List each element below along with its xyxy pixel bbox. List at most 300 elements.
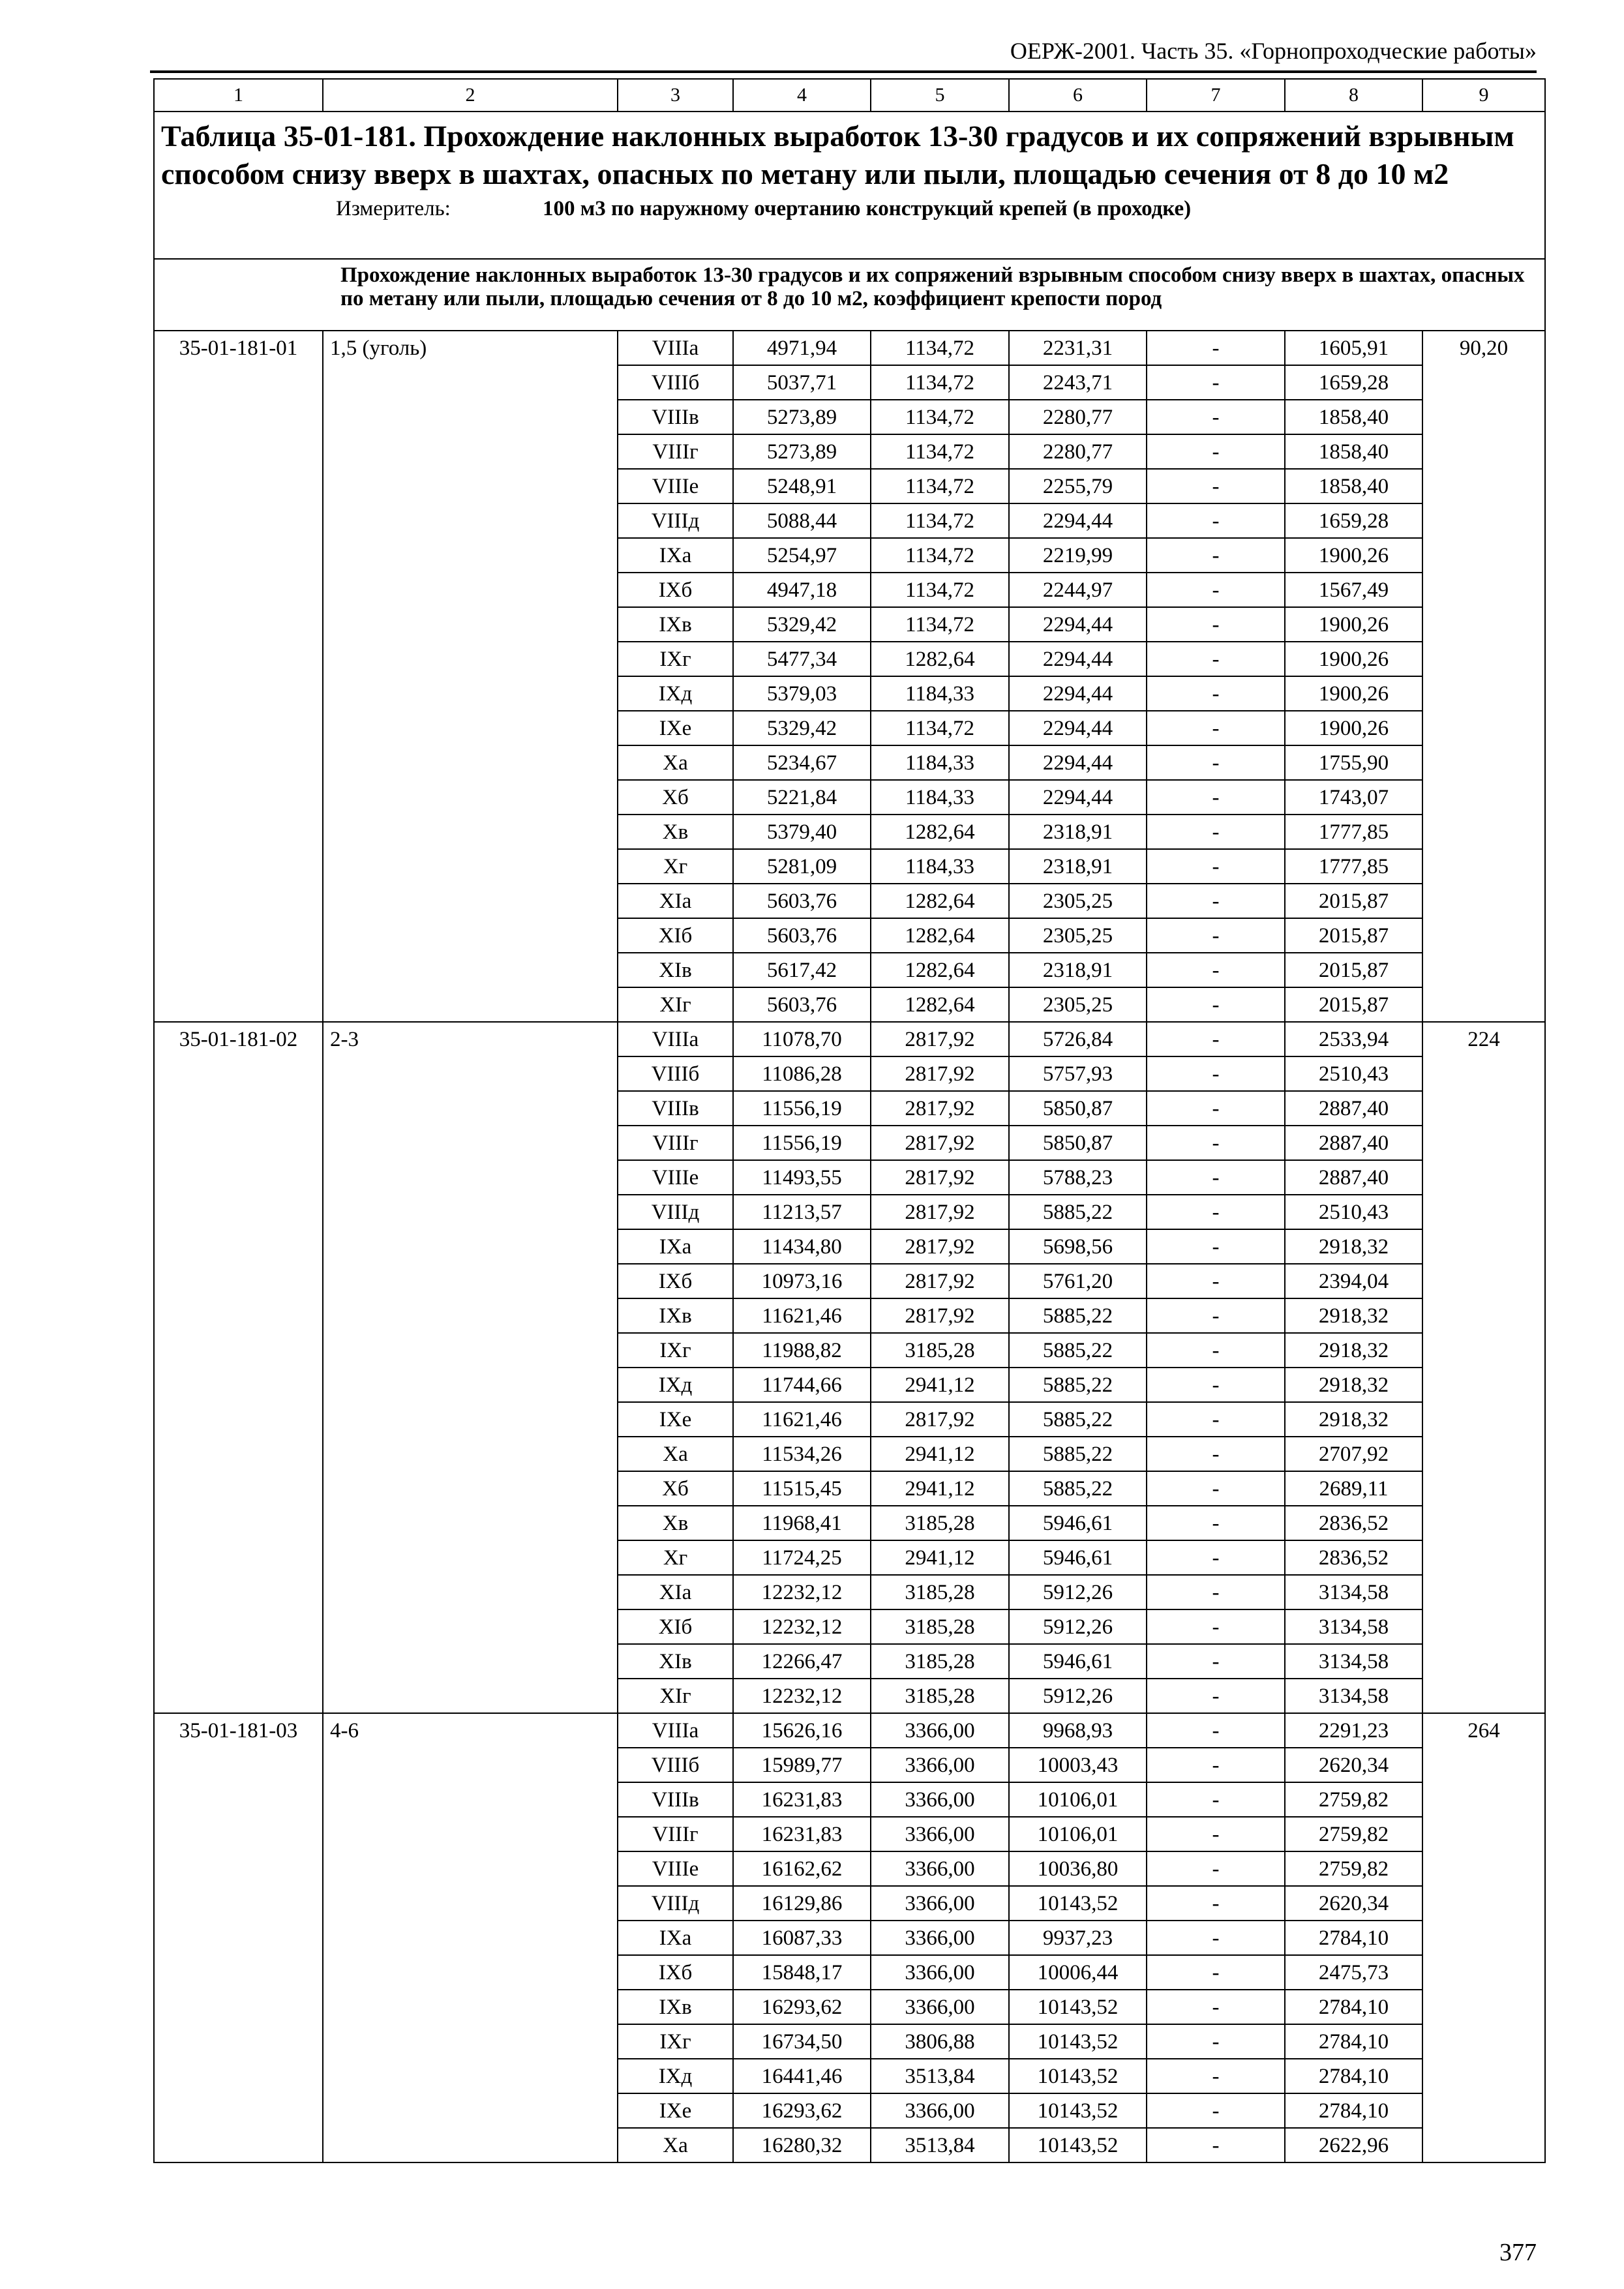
- value-cell: VIIIе: [618, 1160, 733, 1195]
- value-cell: 11086,28: [733, 1056, 871, 1091]
- value-cell: VIIIа: [618, 1713, 733, 1748]
- value-cell: 3134,58: [1285, 1609, 1422, 1644]
- value-cell: 2784,10: [1285, 2024, 1422, 2059]
- value-cell: IXб: [618, 1955, 733, 1990]
- value-cell: -: [1147, 1368, 1285, 1402]
- value-cell: 2394,04: [1285, 1264, 1422, 1298]
- value-cell: IXа: [618, 1921, 733, 1955]
- value-cell: 3185,28: [871, 1506, 1009, 1540]
- value-cell: 2784,10: [1285, 2059, 1422, 2093]
- value-cell: 11078,70: [733, 1022, 871, 1056]
- value-cell: VIIIд: [618, 1195, 733, 1229]
- value-cell: 5221,84: [733, 780, 871, 815]
- value-cell: 16231,83: [733, 1782, 871, 1817]
- value-cell: 5885,22: [1009, 1471, 1147, 1506]
- value-cell: VIIIб: [618, 1748, 733, 1782]
- value-cell: 16293,62: [733, 2093, 871, 2128]
- value-cell: -: [1147, 331, 1285, 365]
- value-cell: 10143,52: [1009, 1886, 1147, 1921]
- value-cell: 12232,12: [733, 1609, 871, 1644]
- value-cell: 3806,88: [871, 2024, 1009, 2059]
- value-cell: 1134,72: [871, 400, 1009, 434]
- value-cell: 1134,72: [871, 503, 1009, 538]
- value-cell: 2817,92: [871, 1022, 1009, 1056]
- value-cell: 3185,28: [871, 1575, 1009, 1609]
- running-header: ОЕРЖ-2001. Часть 35. «Горнопроходческие работы»: [1010, 38, 1537, 64]
- value-cell: 5946,61: [1009, 1644, 1147, 1679]
- value-cell: 4971,94: [733, 331, 871, 365]
- value-cell: IXв: [618, 1298, 733, 1333]
- value-cell: XIг: [618, 987, 733, 1022]
- value-cell: 15848,17: [733, 1955, 871, 1990]
- value-cell: 16293,62: [733, 1990, 871, 2024]
- value-cell: 2817,92: [871, 1091, 1009, 1126]
- value-cell: -: [1147, 538, 1285, 573]
- value-cell: 5234,67: [733, 745, 871, 780]
- value-cell: 10106,01: [1009, 1817, 1147, 1851]
- value-cell: -: [1147, 400, 1285, 434]
- value-cell: 5885,22: [1009, 1333, 1147, 1368]
- column-number-cell: 2: [323, 79, 618, 112]
- value-cell: -: [1147, 1264, 1285, 1298]
- value-cell: Xа: [618, 1437, 733, 1471]
- value-cell: XIв: [618, 1644, 733, 1679]
- value-cell: 1858,40: [1285, 400, 1422, 434]
- value-cell: 2255,79: [1009, 469, 1147, 503]
- labor-cost: 90,20: [1422, 331, 1545, 1022]
- value-cell: VIIIв: [618, 400, 733, 434]
- value-cell: 2941,12: [871, 1471, 1009, 1506]
- value-cell: 2318,91: [1009, 849, 1147, 884]
- value-cell: 2759,82: [1285, 1782, 1422, 1817]
- value-cell: 3185,28: [871, 1333, 1009, 1368]
- table-row: [154, 331, 1545, 365]
- column-number-cell: 9: [1422, 79, 1545, 112]
- value-cell: -: [1147, 711, 1285, 745]
- value-cell: 3366,00: [871, 1782, 1009, 1817]
- value-cell: 2784,10: [1285, 2093, 1422, 2128]
- table-row: [154, 1713, 1545, 1748]
- value-cell: 2887,40: [1285, 1126, 1422, 1160]
- rates-table: [153, 78, 1546, 2163]
- value-cell: 2294,44: [1009, 745, 1147, 780]
- value-cell: 1282,64: [871, 987, 1009, 1022]
- value-cell: 2015,87: [1285, 953, 1422, 987]
- value-cell: 2244,97: [1009, 573, 1147, 607]
- value-cell: 2620,34: [1285, 1748, 1422, 1782]
- value-cell: 5329,42: [733, 607, 871, 642]
- value-cell: 1134,72: [871, 607, 1009, 642]
- value-cell: -: [1147, 1851, 1285, 1886]
- value-cell: VIIIг: [618, 1817, 733, 1851]
- value-cell: -: [1147, 918, 1285, 953]
- title-row: [154, 112, 1545, 259]
- value-cell: 1900,26: [1285, 642, 1422, 676]
- value-cell: 12266,47: [733, 1644, 871, 1679]
- value-cell: 10973,16: [733, 1264, 871, 1298]
- rock-hardness: 4-6: [323, 1713, 618, 2162]
- value-cell: 3185,28: [871, 1644, 1009, 1679]
- value-cell: 3366,00: [871, 1990, 1009, 2024]
- value-cell: 9937,23: [1009, 1921, 1147, 1955]
- value-cell: 2620,34: [1285, 1886, 1422, 1921]
- value-cell: 5885,22: [1009, 1402, 1147, 1437]
- value-cell: 1777,85: [1285, 815, 1422, 849]
- value-cell: -: [1147, 953, 1285, 987]
- value-cell: 2817,92: [871, 1298, 1009, 1333]
- value-cell: 5329,42: [733, 711, 871, 745]
- value-cell: 15626,16: [733, 1713, 871, 1748]
- column-number-row: [154, 79, 1545, 112]
- value-cell: IXе: [618, 2093, 733, 2128]
- value-cell: VIIIд: [618, 1886, 733, 1921]
- value-cell: 1134,72: [871, 434, 1009, 469]
- value-cell: 5788,23: [1009, 1160, 1147, 1195]
- value-cell: -: [1147, 1229, 1285, 1264]
- value-cell: 3366,00: [871, 1748, 1009, 1782]
- value-cell: 1134,72: [871, 573, 1009, 607]
- value-cell: IXе: [618, 1402, 733, 1437]
- value-cell: 5885,22: [1009, 1368, 1147, 1402]
- value-cell: 12232,12: [733, 1575, 871, 1609]
- value-cell: 16231,83: [733, 1817, 871, 1851]
- value-cell: 2817,92: [871, 1126, 1009, 1160]
- value-cell: 2622,96: [1285, 2128, 1422, 2162]
- value-cell: VIIIе: [618, 1851, 733, 1886]
- value-cell: -: [1147, 1022, 1285, 1056]
- rock-hardness: 1,5 (уголь): [323, 331, 618, 1022]
- value-cell: 4947,18: [733, 573, 871, 607]
- value-cell: 1900,26: [1285, 676, 1422, 711]
- value-cell: 5885,22: [1009, 1298, 1147, 1333]
- value-cell: Xб: [618, 1471, 733, 1506]
- value-cell: VIIIг: [618, 434, 733, 469]
- value-cell: 2941,12: [871, 1368, 1009, 1402]
- measure-value: 100 м3 по наружному очертанию конструкций крепей (в проходке): [543, 197, 1192, 220]
- value-cell: -: [1147, 676, 1285, 711]
- value-cell: 3513,84: [871, 2128, 1009, 2162]
- value-cell: -: [1147, 1817, 1285, 1851]
- value-cell: 1777,85: [1285, 849, 1422, 884]
- value-cell: 2918,32: [1285, 1229, 1422, 1264]
- value-cell: 1184,33: [871, 745, 1009, 780]
- value-cell: 2280,77: [1009, 434, 1147, 469]
- value-cell: -: [1147, 1471, 1285, 1506]
- value-cell: -: [1147, 1955, 1285, 1990]
- value-cell: 1900,26: [1285, 711, 1422, 745]
- value-cell: VIIIд: [618, 503, 733, 538]
- value-cell: 2817,92: [871, 1229, 1009, 1264]
- value-cell: 2015,87: [1285, 884, 1422, 918]
- value-cell: 1184,33: [871, 676, 1009, 711]
- value-cell: 3134,58: [1285, 1575, 1422, 1609]
- value-cell: 2918,32: [1285, 1402, 1422, 1437]
- value-cell: Xб: [618, 780, 733, 815]
- value-cell: 1134,72: [871, 365, 1009, 400]
- value-cell: -: [1147, 607, 1285, 642]
- column-number-cell: 4: [733, 79, 871, 112]
- value-cell: 11621,46: [733, 1402, 871, 1437]
- value-cell: -: [1147, 2128, 1285, 2162]
- value-cell: 1134,72: [871, 331, 1009, 365]
- value-cell: 2836,52: [1285, 1506, 1422, 1540]
- value-cell: 2817,92: [871, 1056, 1009, 1091]
- value-cell: 9968,93: [1009, 1713, 1147, 1748]
- value-cell: 1282,64: [871, 815, 1009, 849]
- value-cell: 11213,57: [733, 1195, 871, 1229]
- value-cell: 5757,93: [1009, 1056, 1147, 1091]
- value-cell: -: [1147, 1782, 1285, 1817]
- value-cell: -: [1147, 1160, 1285, 1195]
- value-cell: 2305,25: [1009, 884, 1147, 918]
- value-cell: 5885,22: [1009, 1437, 1147, 1471]
- value-cell: IXв: [618, 607, 733, 642]
- value-cell: -: [1147, 503, 1285, 538]
- value-cell: 3366,00: [871, 1921, 1009, 1955]
- value-cell: -: [1147, 1437, 1285, 1471]
- value-cell: XIа: [618, 884, 733, 918]
- value-cell: 2836,52: [1285, 1540, 1422, 1575]
- value-cell: 11534,26: [733, 1437, 871, 1471]
- value-cell: 2941,12: [871, 1540, 1009, 1575]
- value-cell: 3366,00: [871, 1713, 1009, 1748]
- value-cell: VIIIе: [618, 469, 733, 503]
- value-cell: 5946,61: [1009, 1540, 1147, 1575]
- value-cell: -: [1147, 1886, 1285, 1921]
- value-cell: 2015,87: [1285, 987, 1422, 1022]
- value-cell: VIIIв: [618, 1782, 733, 1817]
- value-cell: 10143,52: [1009, 2128, 1147, 2162]
- value-cell: 16087,33: [733, 1921, 871, 1955]
- value-cell: 1659,28: [1285, 365, 1422, 400]
- value-cell: 5254,97: [733, 538, 871, 573]
- value-cell: 2887,40: [1285, 1091, 1422, 1126]
- value-cell: 10106,01: [1009, 1782, 1147, 1817]
- value-cell: 5603,76: [733, 987, 871, 1022]
- page-number: 377: [1499, 2239, 1537, 2266]
- value-cell: 2294,44: [1009, 642, 1147, 676]
- value-cell: -: [1147, 1195, 1285, 1229]
- value-cell: 2759,82: [1285, 1851, 1422, 1886]
- section-heading: Прохождение наклонных выработок 13-30 градусов и их сопряжений взрывным способом снизу вверх в шахтах, опасных по метану или пыли, площадью сечения от 8 до 10 м2, коэффициент крепости пород: [154, 259, 1545, 331]
- value-cell: -: [1147, 1402, 1285, 1437]
- value-cell: -: [1147, 1575, 1285, 1609]
- value-cell: 2817,92: [871, 1195, 1009, 1229]
- value-cell: 2784,10: [1285, 1921, 1422, 1955]
- value-cell: 2817,92: [871, 1160, 1009, 1195]
- value-cell: -: [1147, 1091, 1285, 1126]
- value-cell: -: [1147, 815, 1285, 849]
- value-cell: -: [1147, 2024, 1285, 2059]
- value-cell: IXб: [618, 1264, 733, 1298]
- value-cell: 2918,32: [1285, 1368, 1422, 1402]
- rate-code: 35-01-181-01: [154, 331, 323, 1022]
- value-cell: 2015,87: [1285, 918, 1422, 953]
- value-cell: 1755,90: [1285, 745, 1422, 780]
- measure-line: [161, 197, 1538, 220]
- value-cell: 11515,45: [733, 1471, 871, 1506]
- value-cell: 1184,33: [871, 780, 1009, 815]
- value-cell: -: [1147, 1713, 1285, 1748]
- value-cell: VIIIб: [618, 365, 733, 400]
- value-cell: 2759,82: [1285, 1817, 1422, 1851]
- value-cell: 16129,86: [733, 1886, 871, 1921]
- value-cell: Xа: [618, 745, 733, 780]
- value-cell: IXв: [618, 1990, 733, 2024]
- value-cell: IXд: [618, 1368, 733, 1402]
- value-cell: 10003,43: [1009, 1748, 1147, 1782]
- rate-code: 35-01-181-02: [154, 1022, 323, 1713]
- value-cell: VIIIг: [618, 1126, 733, 1160]
- value-cell: 2707,92: [1285, 1437, 1422, 1471]
- value-cell: 5379,40: [733, 815, 871, 849]
- value-cell: 2689,11: [1285, 1471, 1422, 1506]
- value-cell: 5379,03: [733, 676, 871, 711]
- value-cell: 10036,80: [1009, 1851, 1147, 1886]
- column-number-cell: 5: [871, 79, 1009, 112]
- measure-label: Измеритель:: [336, 197, 451, 220]
- column-number-cell: 1: [154, 79, 323, 112]
- value-cell: -: [1147, 1609, 1285, 1644]
- value-cell: -: [1147, 780, 1285, 815]
- rate-code: 35-01-181-03: [154, 1713, 323, 2162]
- value-cell: 2231,31: [1009, 331, 1147, 365]
- value-cell: 3366,00: [871, 1851, 1009, 1886]
- value-cell: 16441,46: [733, 2059, 871, 2093]
- value-cell: IXг: [618, 642, 733, 676]
- value-cell: 5273,89: [733, 400, 871, 434]
- value-cell: 5477,34: [733, 642, 871, 676]
- value-cell: 11556,19: [733, 1091, 871, 1126]
- value-cell: IXд: [618, 2059, 733, 2093]
- value-cell: 2280,77: [1009, 400, 1147, 434]
- value-cell: 11968,41: [733, 1506, 871, 1540]
- value-cell: 2318,91: [1009, 953, 1147, 987]
- value-cell: 2291,23: [1285, 1713, 1422, 1748]
- value-cell: 1282,64: [871, 642, 1009, 676]
- value-cell: 1134,72: [871, 538, 1009, 573]
- value-cell: XIб: [618, 1609, 733, 1644]
- value-cell: 1184,33: [871, 849, 1009, 884]
- value-cell: 2475,73: [1285, 1955, 1422, 1990]
- value-cell: 11724,25: [733, 1540, 871, 1575]
- value-cell: 16162,62: [733, 1851, 871, 1886]
- value-cell: 10143,52: [1009, 2059, 1147, 2093]
- value-cell: 2305,25: [1009, 918, 1147, 953]
- value-cell: -: [1147, 884, 1285, 918]
- value-cell: -: [1147, 745, 1285, 780]
- value-cell: 5726,84: [1009, 1022, 1147, 1056]
- value-cell: -: [1147, 1126, 1285, 1160]
- value-cell: 1659,28: [1285, 503, 1422, 538]
- value-cell: 1858,40: [1285, 434, 1422, 469]
- labor-cost: 264: [1422, 1713, 1545, 2162]
- value-cell: IXг: [618, 1333, 733, 1368]
- value-cell: 2294,44: [1009, 607, 1147, 642]
- value-cell: 3366,00: [871, 1886, 1009, 1921]
- value-cell: 1900,26: [1285, 607, 1422, 642]
- value-cell: 2294,44: [1009, 780, 1147, 815]
- value-cell: 2510,43: [1285, 1195, 1422, 1229]
- value-cell: 10143,52: [1009, 2093, 1147, 2128]
- value-cell: IXа: [618, 538, 733, 573]
- value-cell: 1134,72: [871, 711, 1009, 745]
- value-cell: VIIIа: [618, 331, 733, 365]
- value-cell: 2941,12: [871, 1437, 1009, 1471]
- value-cell: -: [1147, 642, 1285, 676]
- value-cell: 11434,80: [733, 1229, 871, 1264]
- value-cell: IXб: [618, 573, 733, 607]
- title-cell: [154, 112, 1545, 259]
- value-cell: XIа: [618, 1575, 733, 1609]
- value-cell: 5912,26: [1009, 1575, 1147, 1609]
- labor-cost: 224: [1422, 1022, 1545, 1713]
- value-cell: 1858,40: [1285, 469, 1422, 503]
- value-cell: IXд: [618, 676, 733, 711]
- value-cell: 16280,32: [733, 2128, 871, 2162]
- value-cell: 2294,44: [1009, 676, 1147, 711]
- value-cell: 11744,66: [733, 1368, 871, 1402]
- value-cell: -: [1147, 1679, 1285, 1713]
- value-cell: 2817,92: [871, 1402, 1009, 1437]
- value-cell: 5088,44: [733, 503, 871, 538]
- table-title: Таблица 35-01-181. Прохождение наклонных выработок 13-30 градусов и их сопряжений взрывным способом снизу вверх в шахтах, опасных по метану или пыли, площадью сечения от 8 до 10 м2: [161, 119, 1514, 190]
- value-cell: 1900,26: [1285, 538, 1422, 573]
- value-cell: VIIIа: [618, 1022, 733, 1056]
- value-cell: -: [1147, 1506, 1285, 1540]
- value-cell: 2318,91: [1009, 815, 1147, 849]
- value-cell: -: [1147, 987, 1285, 1022]
- value-cell: 3366,00: [871, 2093, 1009, 2128]
- value-cell: Xв: [618, 815, 733, 849]
- value-cell: 5603,76: [733, 918, 871, 953]
- value-cell: Xа: [618, 2128, 733, 2162]
- value-cell: -: [1147, 1921, 1285, 1955]
- value-cell: 10143,52: [1009, 1990, 1147, 2024]
- value-cell: -: [1147, 1748, 1285, 1782]
- value-cell: 5698,56: [1009, 1229, 1147, 1264]
- value-cell: 5281,09: [733, 849, 871, 884]
- column-number-cell: 3: [618, 79, 733, 112]
- value-cell: Xг: [618, 849, 733, 884]
- value-cell: 12232,12: [733, 1679, 871, 1713]
- value-cell: 2219,99: [1009, 538, 1147, 573]
- value-cell: 2305,25: [1009, 987, 1147, 1022]
- value-cell: 16734,50: [733, 2024, 871, 2059]
- value-cell: 15989,77: [733, 1748, 871, 1782]
- value-cell: -: [1147, 1540, 1285, 1575]
- column-number-cell: 6: [1009, 79, 1147, 112]
- value-cell: -: [1147, 1056, 1285, 1091]
- value-cell: 1743,07: [1285, 780, 1422, 815]
- value-cell: 11988,82: [733, 1333, 871, 1368]
- value-cell: 2294,44: [1009, 503, 1147, 538]
- value-cell: 11493,55: [733, 1160, 871, 1195]
- value-cell: XIб: [618, 918, 733, 953]
- value-cell: 2918,32: [1285, 1298, 1422, 1333]
- value-cell: 11621,46: [733, 1298, 871, 1333]
- value-cell: 2918,32: [1285, 1333, 1422, 1368]
- value-cell: 1134,72: [871, 469, 1009, 503]
- value-cell: -: [1147, 2059, 1285, 2093]
- value-cell: -: [1147, 1644, 1285, 1679]
- value-cell: 5248,91: [733, 469, 871, 503]
- value-cell: -: [1147, 365, 1285, 400]
- value-cell: 1282,64: [871, 918, 1009, 953]
- value-cell: XIв: [618, 953, 733, 987]
- value-cell: VIIIб: [618, 1056, 733, 1091]
- value-cell: -: [1147, 434, 1285, 469]
